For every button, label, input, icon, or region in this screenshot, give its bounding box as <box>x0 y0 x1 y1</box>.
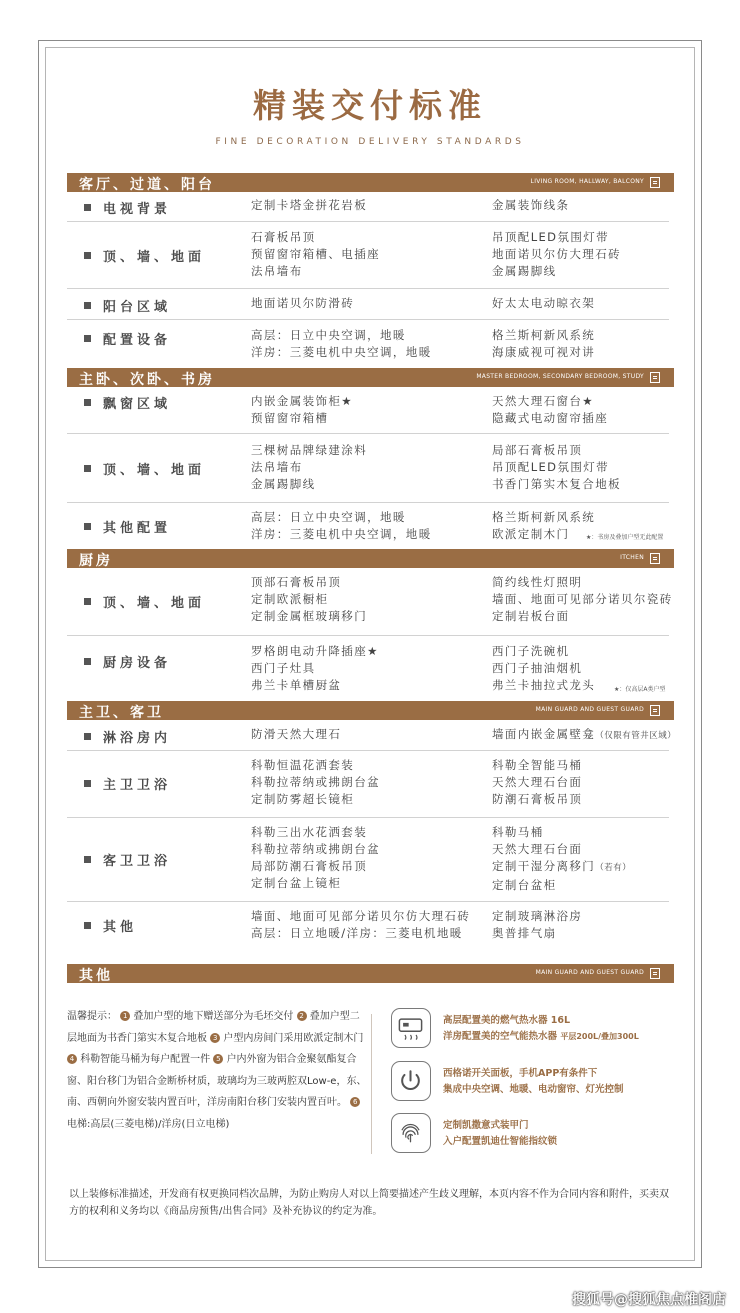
row-col-2: 天然大理石窗台★ 隐藏式电动窗帘插座 <box>492 394 609 425</box>
book-icon <box>650 705 660 716</box>
row-col-1: 防滑天然大理石 <box>251 727 342 741</box>
tips-block <box>67 1006 367 1136</box>
section-header-kitchen <box>67 549 674 568</box>
row-col-2: 局部石膏板吊顶 吊顶配LED氛围灯带 书香门第实木复合地板 <box>492 443 621 491</box>
row-col-1: 内嵌金属装饰柜★ 预留窗帘箱槽 <box>251 394 354 425</box>
row-label: 顶、墙、地面 <box>84 459 205 478</box>
book-icon <box>650 553 660 564</box>
row-col-2: 格兰斯柯新风系统 欧派定制木门 <box>492 510 596 541</box>
page-title: 精装交付标准 <box>253 86 487 125</box>
row-label: 淋浴房内 <box>84 727 171 746</box>
row-col-2: 吊顶配LED氛围灯带 地面诺贝尔仿大理石砖 金属踢脚线 <box>492 230 621 278</box>
row-label: 其他配置 <box>84 517 171 536</box>
row-divider <box>67 817 669 818</box>
power-button-icon <box>391 1061 431 1101</box>
row-col-2: 简约线性灯照明 墙面、地面可见部分诺贝尔瓷砖 定制岩板台面 <box>492 575 673 623</box>
row-divider <box>67 502 669 503</box>
page-subtitle: FINE DECORATION DELIVERY STANDARDS <box>215 137 525 147</box>
row-label: 主卫卫浴 <box>84 774 171 793</box>
row-col-2: 定制玻璃淋浴房 奥普排气扇 <box>492 909 583 940</box>
row-col-1: 科勒三出水花洒套装 科勒拉蒂纳或拂朗台盆 局部防潮石膏板吊顶 定制台盆上镜柜 <box>251 825 380 890</box>
watermark: 搜狐号@搜狐焦点椎阁店 <box>572 1292 726 1308</box>
row-label: 顶、墙、地面 <box>84 246 205 265</box>
row-col-2: 墙面内嵌金属壁龛（仅限有管井区域） <box>492 727 677 741</box>
section-header-bathroom <box>67 701 674 720</box>
row-label: 客卫卫浴 <box>84 850 171 869</box>
row-label: 电视背景 <box>84 198 171 217</box>
section-header-living <box>67 173 674 192</box>
shower-niche-note: （仅限有管井区域） <box>595 731 677 741</box>
row-divider <box>67 635 669 636</box>
tip-item: 户内外窗为铝合金聚氨酯复合窗、阳台移门为铝合金断桥材质，玻璃均为三玻两腔双Low-e，东、南、西朝向外窗安装内置百叶，洋房南阳台移门安装内置百叶。 <box>67 1054 367 1109</box>
row-col-2: 科勒全智能马桶 天然大理石台面 防潮石膏板吊顶 <box>492 758 583 806</box>
feature-text: 高层配置美的燃气热水器 16L 洋房配置美的空气能热水器 平层200L/叠加300L <box>443 1015 639 1042</box>
row-col-2: 格兰斯柯新风系统 海康威视可视对讲 <box>492 328 596 359</box>
section-header-bedroom <box>67 368 674 387</box>
sliding-door-note: （若有） <box>595 863 632 873</box>
row-col-1: 高层：日立中央空调，地暖 洋房：三菱电机中央空调，地暖 <box>251 510 432 541</box>
tip-number-icon: 1 <box>120 1011 130 1021</box>
row-divider <box>67 288 669 289</box>
row-col-2: 西门子洗碗机 西门子抽油烟机 弗兰卡抽拉式龙头 <box>492 644 596 692</box>
section-subtitle: MAIN GUARD AND GUEST GUARD <box>535 706 644 713</box>
row-label: 厨房设备 <box>84 652 171 671</box>
row-col-1: 科勒恒温花洒套装 科勒拉蒂纳或拂朗台盆 定制防雾超长镜柜 <box>251 758 380 806</box>
feature-text: 定制凯撒意式装甲门 入户配置凯迪仕智能指纹锁 <box>443 1120 558 1147</box>
section-title: 主卫、客卫 <box>79 705 164 721</box>
row-col-2: 好太太电动晾衣架 <box>492 296 596 310</box>
section-title: 厨房 <box>79 553 113 569</box>
row-col-1: 石膏板吊顶 预留窗帘箱槽、电插座 法帛墙布 <box>251 230 380 278</box>
row-col-1: 定制卡塔金拼花岩板 <box>251 198 368 212</box>
row-label: 其他 <box>84 916 137 935</box>
section-subtitle: MAIN GUARD AND GUEST GUARD <box>535 969 644 976</box>
section-subtitle: ITCHEN <box>620 554 644 561</box>
fingerprint-icon <box>391 1113 431 1153</box>
row-label: 配置设备 <box>84 329 171 348</box>
row-col-1: 地面诺贝尔防滑砖 <box>251 296 355 310</box>
row-col-1: 高层：日立中央空调，地暖 洋房：三菱电机中央空调，地暖 <box>251 328 432 359</box>
tip-item: 叠加户型的地下赠送部分为毛坯交付 <box>133 1011 294 1022</box>
tips-lead: 温馨提示： <box>67 1011 117 1022</box>
tip-number-icon: 5 <box>213 1054 223 1064</box>
section-title: 客厅、过道、阳台 <box>79 177 215 193</box>
book-icon <box>650 177 660 188</box>
row-col-1: 墙面、地面可见部分诺贝尔仿大理石砖 高层：日立地暖/洋房：三菱电机地暖 <box>251 909 471 940</box>
tip-number-icon: 4 <box>67 1054 77 1064</box>
row-label: 飘窗区域 <box>84 393 171 412</box>
feature-text: 西格诺开关面板，手机APP有条件下 集成中央空调、地暖、电动窗帘、灯光控制 <box>443 1068 624 1095</box>
tip-item: 科勒智能马桶为每户配置一件 <box>80 1054 211 1066</box>
section-subtitle: MASTER BEDROOM, SECONDARY BEDROOM, STUDY <box>476 373 644 380</box>
tip-item: 户型内房间门采用欧派定制木门 <box>223 1032 364 1044</box>
tip-number-icon: 6 <box>350 1097 360 1107</box>
tip-number-icon: 2 <box>297 1011 307 1021</box>
book-icon <box>650 372 660 383</box>
water-heater-icon <box>391 1008 431 1048</box>
row-col-2: 金属装饰线条 <box>492 198 570 212</box>
row-col-1: 顶部石膏板吊顶 定制欧派橱柜 定制金属框玻璃移门 <box>251 575 368 623</box>
tips-divider <box>371 1014 372 1154</box>
section-header-other <box>67 964 674 983</box>
row-label: 顶、墙、地面 <box>84 592 205 611</box>
section-title: 主卧、次卧、书房 <box>79 372 215 388</box>
row-divider <box>67 221 669 222</box>
section-title: 其他 <box>79 968 113 984</box>
tip-number-icon: 3 <box>210 1033 220 1043</box>
tip-item: 电梯:高层(三菱电梯)/洋房(日立电梯) <box>67 1118 230 1130</box>
tip-item: 叠加户型二层地面为书香门第实木复合地板 <box>67 1011 360 1044</box>
row-divider <box>67 319 669 320</box>
row-col-2: 科勒马桶 天然大理石台面 定制干湿分离移门（若有） 定制台盆柜 <box>492 825 632 892</box>
row-divider <box>67 750 669 751</box>
kitchen-footnote: ★：仅高层A类户型 <box>614 686 666 693</box>
footer-disclaimer: 以上装修标准描述，开发商有权更换同档次品牌，为防止购房人对以上简要描述产生歧义理解，本页内容不作为合同内容和附件，买卖双方的权利和义务均以《商品房预售/出售合同》及补充协议的约定为准。 <box>69 1189 669 1217</box>
book-icon <box>650 968 660 979</box>
section-subtitle: LIVING ROOM, HALLWAY, BALCONY <box>530 178 644 185</box>
row-col-1: 三棵树品牌绿建涂料 法帛墙布 金属踢脚线 <box>251 443 368 491</box>
row-divider <box>67 433 669 434</box>
study-footnote: ★：书房及叠加户型无此配置 <box>586 534 664 541</box>
row-divider <box>67 901 669 902</box>
row-label: 阳台区域 <box>84 296 171 315</box>
row-col-1: 罗格朗电动升降插座★ 西门子灶具 弗兰卡单槽厨盆 <box>251 644 379 692</box>
